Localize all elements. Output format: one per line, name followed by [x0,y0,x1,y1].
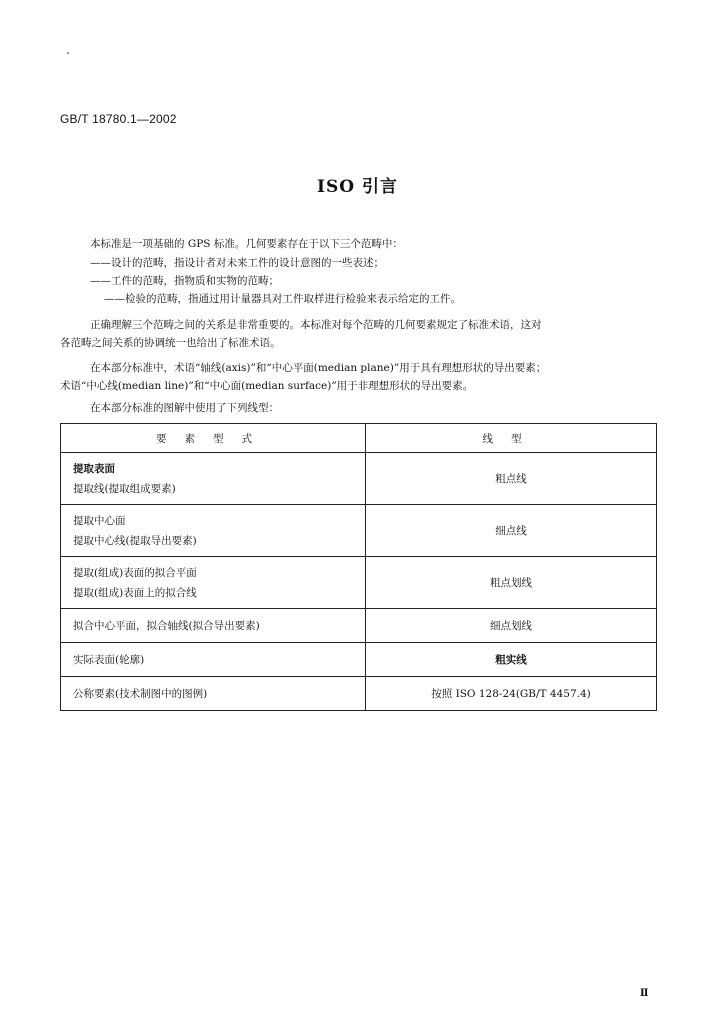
line-type-cell: 粗点线 [366,453,657,505]
element-type-line: 提取(组成)表面的拟合平面 [73,566,197,579]
element-type-line: 提取中心线(提取导出要素) [73,534,197,547]
paragraph-line: ——工件的范畴，指物质和实物的范畴； [90,275,279,287]
paragraph-line: 正确理解三个范畴之间的关系是非常重要的。本标准对每个范畴的几何要素规定了标准术语，这对 [90,319,542,331]
element-type-line: 提取中心面 [73,514,126,527]
table-header-row [61,424,657,453]
paragraph-line: ——设计的范畴，指设计者对未来工件的设计意图的一些表述； [90,257,384,269]
line-type-cell: 细点线 [366,505,657,557]
table-row [61,609,657,643]
table-row [61,643,657,677]
line-type-cell: 粗实线 [366,643,657,677]
paragraph-line: 本标准是一项基础的 GPS 标准。几何要素存在于以下三个范畴中： [90,238,403,250]
line-type-cell: 按照 ISO 128-24(GB/T 4457.4) [366,677,657,711]
column-header-element-type: 要素型式 [61,424,366,453]
line-type-cell: 细点划线 [366,609,657,643]
line-type-cell: 粗点划线 [366,557,657,609]
table-row [61,453,657,505]
line-type-table [60,423,657,711]
page-number: Ⅱ [640,988,649,999]
element-type-line: 提取线(提取组成要素) [73,482,176,495]
table-row [61,677,657,711]
element-type-cell [61,643,366,677]
element-type-cell [61,505,366,557]
element-type-cell [61,557,366,609]
paragraph-line: 在本部分标准的图解中使用了下列线型： [90,402,279,414]
paragraph-line: ——检验的范畴，指通过用计量器具对工件取样进行检验来表示给定的工件。 [104,293,461,305]
paragraph-line: 在本部分标准中，术语“轴线(axis)”和“中心平面(median plane)”用于具有理想形状的导出要素； [90,362,547,374]
element-type-cell [61,453,366,505]
table-row [61,557,657,609]
element-type-line: 公称要素(技术制图中的图例) [73,687,208,700]
element-type-line: 提取表面 [73,462,115,475]
element-type-cell [61,609,366,643]
paragraph-line: 术语“中心线(median line)”和“中心面(median surface)”用于非理想形状的导出要素。 [60,380,474,392]
column-header-line-type: 线型 [366,424,657,453]
page-title: ISO 引言 [317,177,398,197]
paragraph-line: 各范畴之间关系的协调统一也给出了标准术语。 [60,337,281,349]
standard-code: GB/T 18780.1—2002 [60,112,177,126]
element-type-line: 实际表面(轮廓) [73,653,145,666]
element-type-cell [61,677,366,711]
element-type-line: 拟合中心平面，拟合轴线(拟合导出要素) [73,619,260,632]
table-row [61,505,657,557]
element-type-line: 提取(组成)表面上的拟合线 [73,586,197,599]
scan-speck [67,52,69,54]
